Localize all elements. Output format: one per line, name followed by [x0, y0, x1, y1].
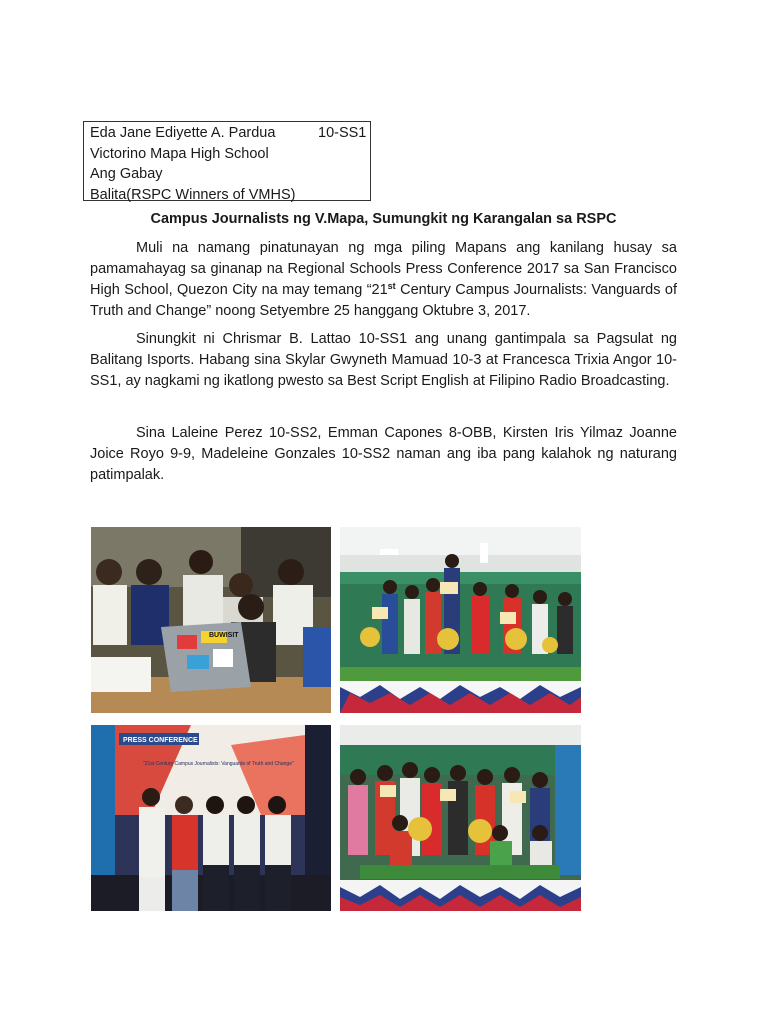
paragraph-2: Sinungkit ni Chrismar B. Lattao 10-SS1 ang unang gantimpala sa Pagsulat ng Balitang Isports. Habang sina Skylar Gwyneth Mamuad 10-3 at Francesca Trixia Angor 10-SS1, ay nagkami ng ikatlong pwesto sa Best Script English at Filipino Radio Broadcasting. [90, 331, 677, 389]
article-category: Balita(RSPC Winners of VMHS) [90, 186, 296, 203]
paragraph-1-text-b: Century Campus Journalists: Vanguards of Truth and Change” noong Setyembre 25 hanggang Oktubre 3, 2017. [90, 282, 677, 319]
paragraph-1-text-a: Muli na namang pinatunayan ng mga piling Mapans ang kanilang husay sa pamamahayag sa ginanap na Regional Schools Press Conference 2017 sa San Francisco High School, Quezon City na may temang “21 [90, 240, 677, 298]
school-name: Victorino Mapa High School [90, 145, 269, 162]
photo-students-laptop [91, 527, 331, 713]
photo-winners-stage [340, 527, 581, 713]
article-info-box [83, 121, 371, 201]
photo-winners-stage-image [340, 527, 581, 713]
superscript-st: st [387, 281, 396, 291]
author-row [90, 123, 370, 144]
paragraph-1 [90, 238, 677, 322]
photo-press-conference-banner-image [91, 725, 331, 911]
paragraph-3: Sina Laleine Perez 10-SS2, Emman Capones 8-OBB, Kirsten Iris Yilmaz Joanne Joice Royo 9-9, Madeleine Gonzales 10-SS2 naman ang iba pang kalahok ng naturang patimpalak. [90, 425, 677, 483]
photo-group-awardees [340, 725, 581, 911]
banner-theme-text: "21st Century Campus Journalists: Vanguards of Truth and Change" [143, 761, 294, 767]
author-section: 10-SS1 [318, 125, 367, 141]
banner-heading-text: PRESS CONFERENCE [123, 737, 198, 744]
publication-name: Ang Gabay [90, 166, 163, 182]
photo-group-awardees-image [340, 725, 581, 911]
article-title: Campus Journalists ng V.Mapa, Sumungkit ng Karangalan sa RSPC [150, 211, 617, 227]
laptop-sticker-text: BUWISIT [209, 632, 239, 639]
photo-press-conference-banner [91, 725, 331, 911]
photo-students-laptop-image [91, 527, 331, 713]
author-name: Eda Jane Ediyette A. Pardua [90, 125, 276, 141]
